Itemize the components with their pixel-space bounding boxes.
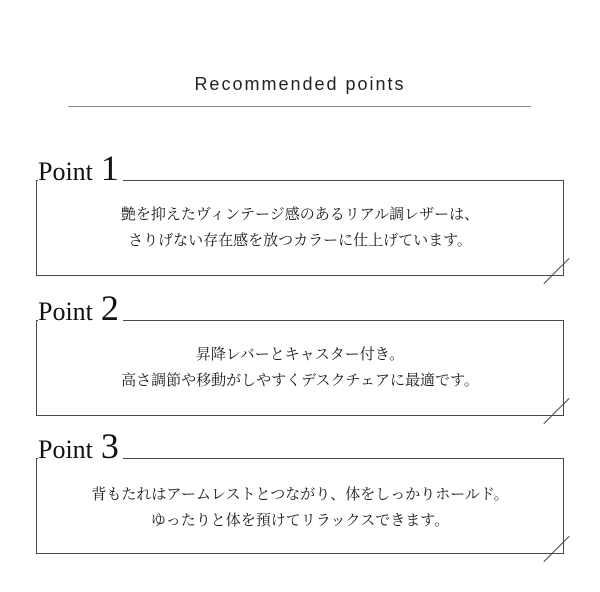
- point-2-heading: [38, 290, 123, 326]
- point-3-number: 3: [100, 426, 119, 466]
- point-2-number: 2: [100, 288, 119, 328]
- point-3-heading: [38, 428, 123, 464]
- section-title: Recommended points: [194, 74, 406, 94]
- point-3-line-1: 背もたれはアームレストとつながり、体をしっかりホールド。: [91, 485, 509, 503]
- point-2-description: [37, 341, 563, 393]
- point-2-line-1: 昇降レバーとキャスター付き。: [195, 345, 405, 363]
- title-divider: [68, 106, 531, 107]
- point-3-card: [36, 458, 564, 554]
- point-1-word: Point: [38, 157, 93, 186]
- point-3-word: Point: [38, 435, 93, 464]
- point-1-line-1: 艶を抑えたヴィンテージ感のあるリアル調レザーは、: [120, 205, 480, 223]
- point-1-heading: [38, 150, 123, 186]
- point-1-line-2: さりげない存在感を放つカラーに仕上げています。: [128, 231, 472, 249]
- point-2-card: [36, 320, 564, 416]
- point-3-description: [37, 481, 563, 533]
- point-1-description: [37, 201, 563, 253]
- point-2-word: Point: [38, 297, 93, 326]
- point-2-line-2: 高さ調節や移動がしやすくデスクチェアに最適です。: [121, 371, 479, 389]
- point-1-number: 1: [100, 148, 119, 188]
- point-1-card: [36, 180, 564, 276]
- point-3-line-2: ゆったりと体を預けてリラックスできます。: [150, 511, 450, 529]
